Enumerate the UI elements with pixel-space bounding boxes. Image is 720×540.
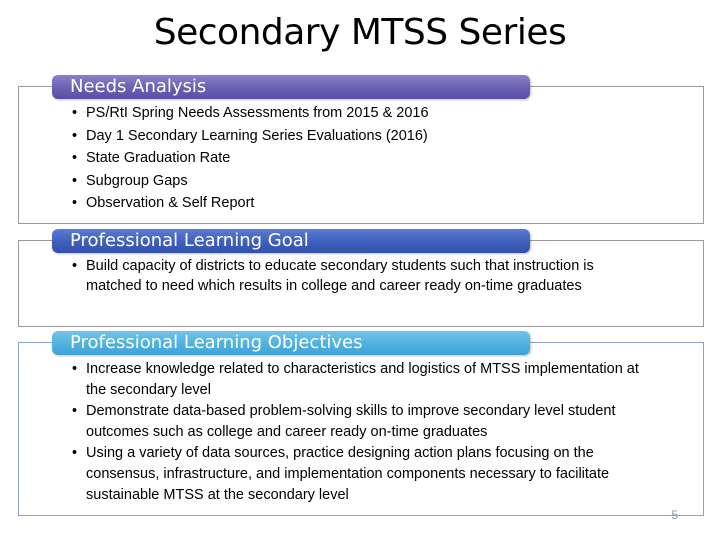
list-item: • Increase knowledge related to characteristics and logistics of MTSS implementation at the secondary level [72, 361, 639, 398]
list-item: • Build capacity of districts to educate secondary students such that instruction is matched to need which results in college and career ready on-time graduates [72, 258, 594, 294]
list-item: • State Graduation Rate [72, 150, 231, 166]
list-item: • Using a variety of data sources, practice designing action plans focusing on the consensus, infrastructure, and implementation components necessary to facilitate sustainable MTSS at the secondary level [72, 445, 610, 503]
learning-goal-list [72, 256, 644, 296]
learning-objectives-header: Professional Learning Objectives [52, 331, 530, 355]
slide-title: Secondary MTSS Series [153, 12, 567, 53]
list-item: • PS/RtI Spring Needs Assessments from 2015 & 2016 [72, 105, 429, 121]
needs-analysis-list [72, 102, 692, 215]
needs-analysis-header: Needs Analysis [52, 75, 530, 99]
list-item: • Demonstrate data-based problem-solving skills to improve secondary level student outcomes such as college and career ready on-time graduates [72, 403, 616, 440]
list-item: • Subgroup Gaps [72, 172, 188, 189]
learning-goal-header: Professional Learning Goal [52, 229, 530, 253]
list-item: • Observation & Self Report [72, 195, 255, 211]
page-number: 5 [671, 508, 678, 522]
list-item: • Day 1 Secondary Learning Series Evaluations (2016) [72, 127, 428, 144]
learning-objectives-list [72, 359, 652, 506]
